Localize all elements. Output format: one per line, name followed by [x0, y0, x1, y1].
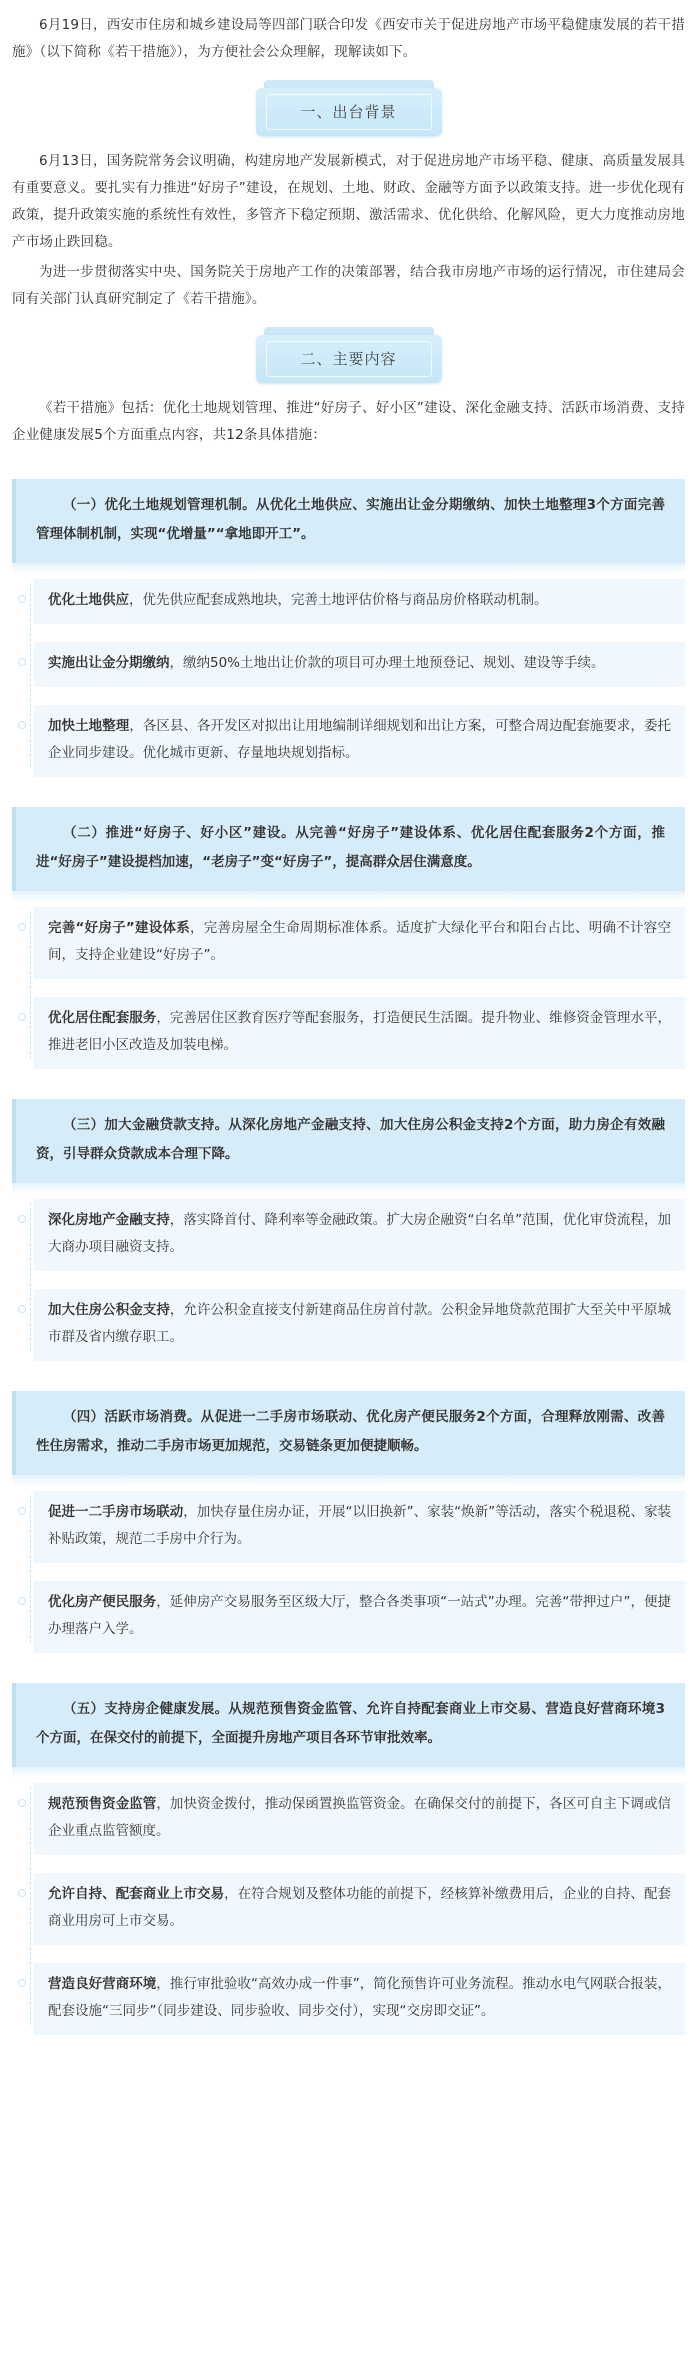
measure-item: [34, 1873, 685, 1945]
background-paragraph: 为进一步贯彻落实中央、国务院关于房地产工作的决策部署，结合我市房地产市场的运行情况，市住建局会同有关部门认真研究制定了《若干措施》。: [12, 264, 685, 307]
measure-item-key: 优化房产便民服务: [48, 1594, 157, 1610]
timeline-dot: [18, 1979, 26, 1987]
timeline-line: [30, 1203, 31, 1351]
measure-section-5: [12, 1683, 685, 2035]
timeline-line: [30, 583, 31, 767]
measure-item: [34, 579, 685, 624]
measure-item-key: 允许自持、配套商业上市交易: [48, 1886, 225, 1902]
measure-section-3: [12, 1099, 685, 1361]
measure-item-key: 实施出让金分期缴纳: [48, 655, 170, 671]
timeline-dot: [18, 595, 26, 603]
measure-item-text: ，优先供应配套成熟地块，完善土地评估价格与商品房价格联动机制。: [129, 592, 548, 608]
measure-item: [34, 1963, 685, 2035]
heading-label: 一、出台背景: [300, 102, 397, 121]
background-paragraph: 6月13日，国务院常务会议明确，构建房地产发展新模式，对于促进房地产市场平稳、健康、高质量发展具有重要意义。要扎实有力推进“好房子”建设，在规划、土地、财政、金融等方面予以政策支持。进一步优化现有政策，提升政策实施的系统性有效性，多管齐下稳定预期、激活需求、优化供给、化解风险，更大力度推动房地产市场止跌回稳。: [12, 153, 685, 250]
timeline-line: [30, 1495, 31, 1643]
measure-items: [12, 891, 685, 1069]
measure-item-text: ，推行审批验收“高效办成一件事”，简化预售许可业务流程。推动水电气网联合报装，配套设施“三同步”（同步建设、同步验收、同步交付），实现“交房即交证”。: [48, 1976, 671, 2019]
timeline-line: [30, 911, 31, 1059]
timeline-dot: [18, 658, 26, 666]
timeline-dot: [18, 1305, 26, 1313]
measure-items: [12, 563, 685, 777]
timeline-dot: [18, 1013, 26, 1021]
measure-item-text: ，允许公积金直接支付新建商品住房首付款。公积金异地贷款范围扩大至关中平原城市群及省内缴存职工。: [48, 1302, 672, 1345]
measure-item-key: 优化居住配套服务: [48, 1010, 157, 1026]
measure-items: [12, 1475, 685, 1653]
measure-section-title: （二）推进“好房子、好小区”建设。从完善“好房子”建设体系、优化居住配套服务2个方面，推进“好房子”建设提档加速，“老房子”变“好房子”，提高群众居住满意度。: [12, 807, 685, 891]
measure-item: [34, 1581, 685, 1653]
measure-item-key: 促进一二手房市场联动: [48, 1504, 184, 1520]
timeline-dot: [18, 1507, 26, 1515]
measure-section-title: （四）活跃市场消费。从促进一二手房市场联动、优化房产便民服务2个方面，合理释放刚需、改善性住房需求，推动二手房市场更加规范，交易链条更加便捷顺畅。: [12, 1391, 685, 1475]
measure-item: [34, 1199, 685, 1271]
section-heading-background: [256, 80, 442, 136]
measure-item-key: 优化土地供应: [48, 592, 129, 608]
measure-item-text: ，延伸房产交易服务至区级大厅，整合各类事项“一站式”办理。完善“带押过户”，便捷办理落户入学。: [48, 1594, 672, 1637]
measure-item: [34, 1491, 685, 1563]
measure-item-key: 营造良好营商环境: [48, 1976, 157, 1992]
measure-item: [34, 997, 685, 1069]
timeline-line: [30, 1787, 31, 2025]
measure-item-text: ，完善居住区教育医疗等配套服务，打造便民生活圈。提升物业、维修资金管理水平，推进老旧小区改造及加装电梯。: [48, 1010, 672, 1053]
measure-section-title: （五）支持房企健康发展。从规范预售资金监管、允许自持配套商业上市交易、营造良好营商环境3个方面，在保交付的前提下，全面提升房地产项目各环节审批效率。: [12, 1683, 685, 1767]
measure-section-title: （一）优化土地规划管理机制。从优化土地供应、实施出让金分期缴纳、加快土地整理3个方面完善管理体制机制，实现“优增量”“拿地即开工”。: [12, 479, 685, 563]
heading-background-wrap: [12, 80, 685, 136]
measure-section-title: （三）加大金融贷款支持。从深化房地产金融支持、加大住房公积金支持2个方面，助力房企有效融资，引导群众贷款成本合理下降。: [12, 1099, 685, 1183]
measure-section-2: [12, 807, 685, 1069]
timeline-dot: [18, 1799, 26, 1807]
timeline-dot: [18, 721, 26, 729]
measure-section-4: [12, 1391, 685, 1653]
section-heading-content: [256, 327, 442, 383]
measure-item: [34, 1289, 685, 1361]
measure-item-key: 完善“好房子”建设体系: [48, 920, 190, 936]
measure-item-text: ，在符合规划及整体功能的前提下，经核算补缴费用后，企业的自持、配套商业用房可上市交易。: [48, 1886, 671, 1929]
measure-item-text: ，各区县、各开发区对拟出让用地编制详细规划和出让方案，可整合周边配套施要求，委托企业同步建设。优化城市更新、存量地块规划指标。: [48, 718, 672, 761]
measure-item-text: ，落实降首付、降利率等金融政策。扩大房企融资“白名单”范围，优化审贷流程，加大商办项目融资支持。: [48, 1212, 671, 1255]
measure-item-text: ，加快存量住房办证，开展“以旧换新”、家装“焕新”等活动，落实个税退税、家装补贴政策，规范二手房中介行为。: [48, 1504, 671, 1547]
measure-item-text: ，缴纳50%土地出让价款的项目可办理土地预登记、规划、建设等手续。: [169, 655, 605, 671]
measure-item-key: 规范预售资金监管: [48, 1796, 157, 1812]
timeline-dot: [18, 1215, 26, 1223]
measure-section-1: [12, 479, 685, 777]
heading-label: 二、主要内容: [300, 349, 397, 368]
heading-content-wrap: [12, 327, 685, 383]
measure-item-text: ，完善房屋全生命周期标准体系。适度扩大绿化平台和阳台占比、明确不计容空间，支持企业建设“好房子”。: [48, 920, 671, 963]
measure-item-text: ，加快资金拨付，推动保函置换监管资金。在确保交付的前提下，各区可自主下调或信企业重点监管额度。: [48, 1796, 672, 1839]
intro-paragraph: 6月19日，西安市住房和城乡建设局等四部门联合印发《西安市关于促进房地产市场平稳健康发展的若干措施》（以下简称《若干措施》），为方便社会公众理解，现解读如下。: [12, 17, 685, 60]
measure-item: [34, 705, 685, 777]
measure-item: [34, 642, 685, 687]
measure-item-key: 加大住房公积金支持: [48, 1302, 170, 1318]
measure-item-key: 加快土地整理: [48, 718, 130, 734]
measure-item-key: 深化房地产金融支持: [48, 1212, 170, 1228]
measure-items: [12, 1767, 685, 2035]
timeline-dot: [18, 1597, 26, 1605]
content-intro-paragraph: 《若干措施》包括：优化土地规划管理、推进“好房子、好小区”建设、深化金融支持、活跃市场消费、支持企业健康发展5个方面重点内容，共12条具体措施：: [12, 400, 685, 443]
measure-item: [34, 1783, 685, 1855]
timeline-dot: [18, 923, 26, 931]
measure-items: [12, 1183, 685, 1361]
timeline-dot: [18, 1889, 26, 1897]
measure-item: [34, 907, 685, 979]
